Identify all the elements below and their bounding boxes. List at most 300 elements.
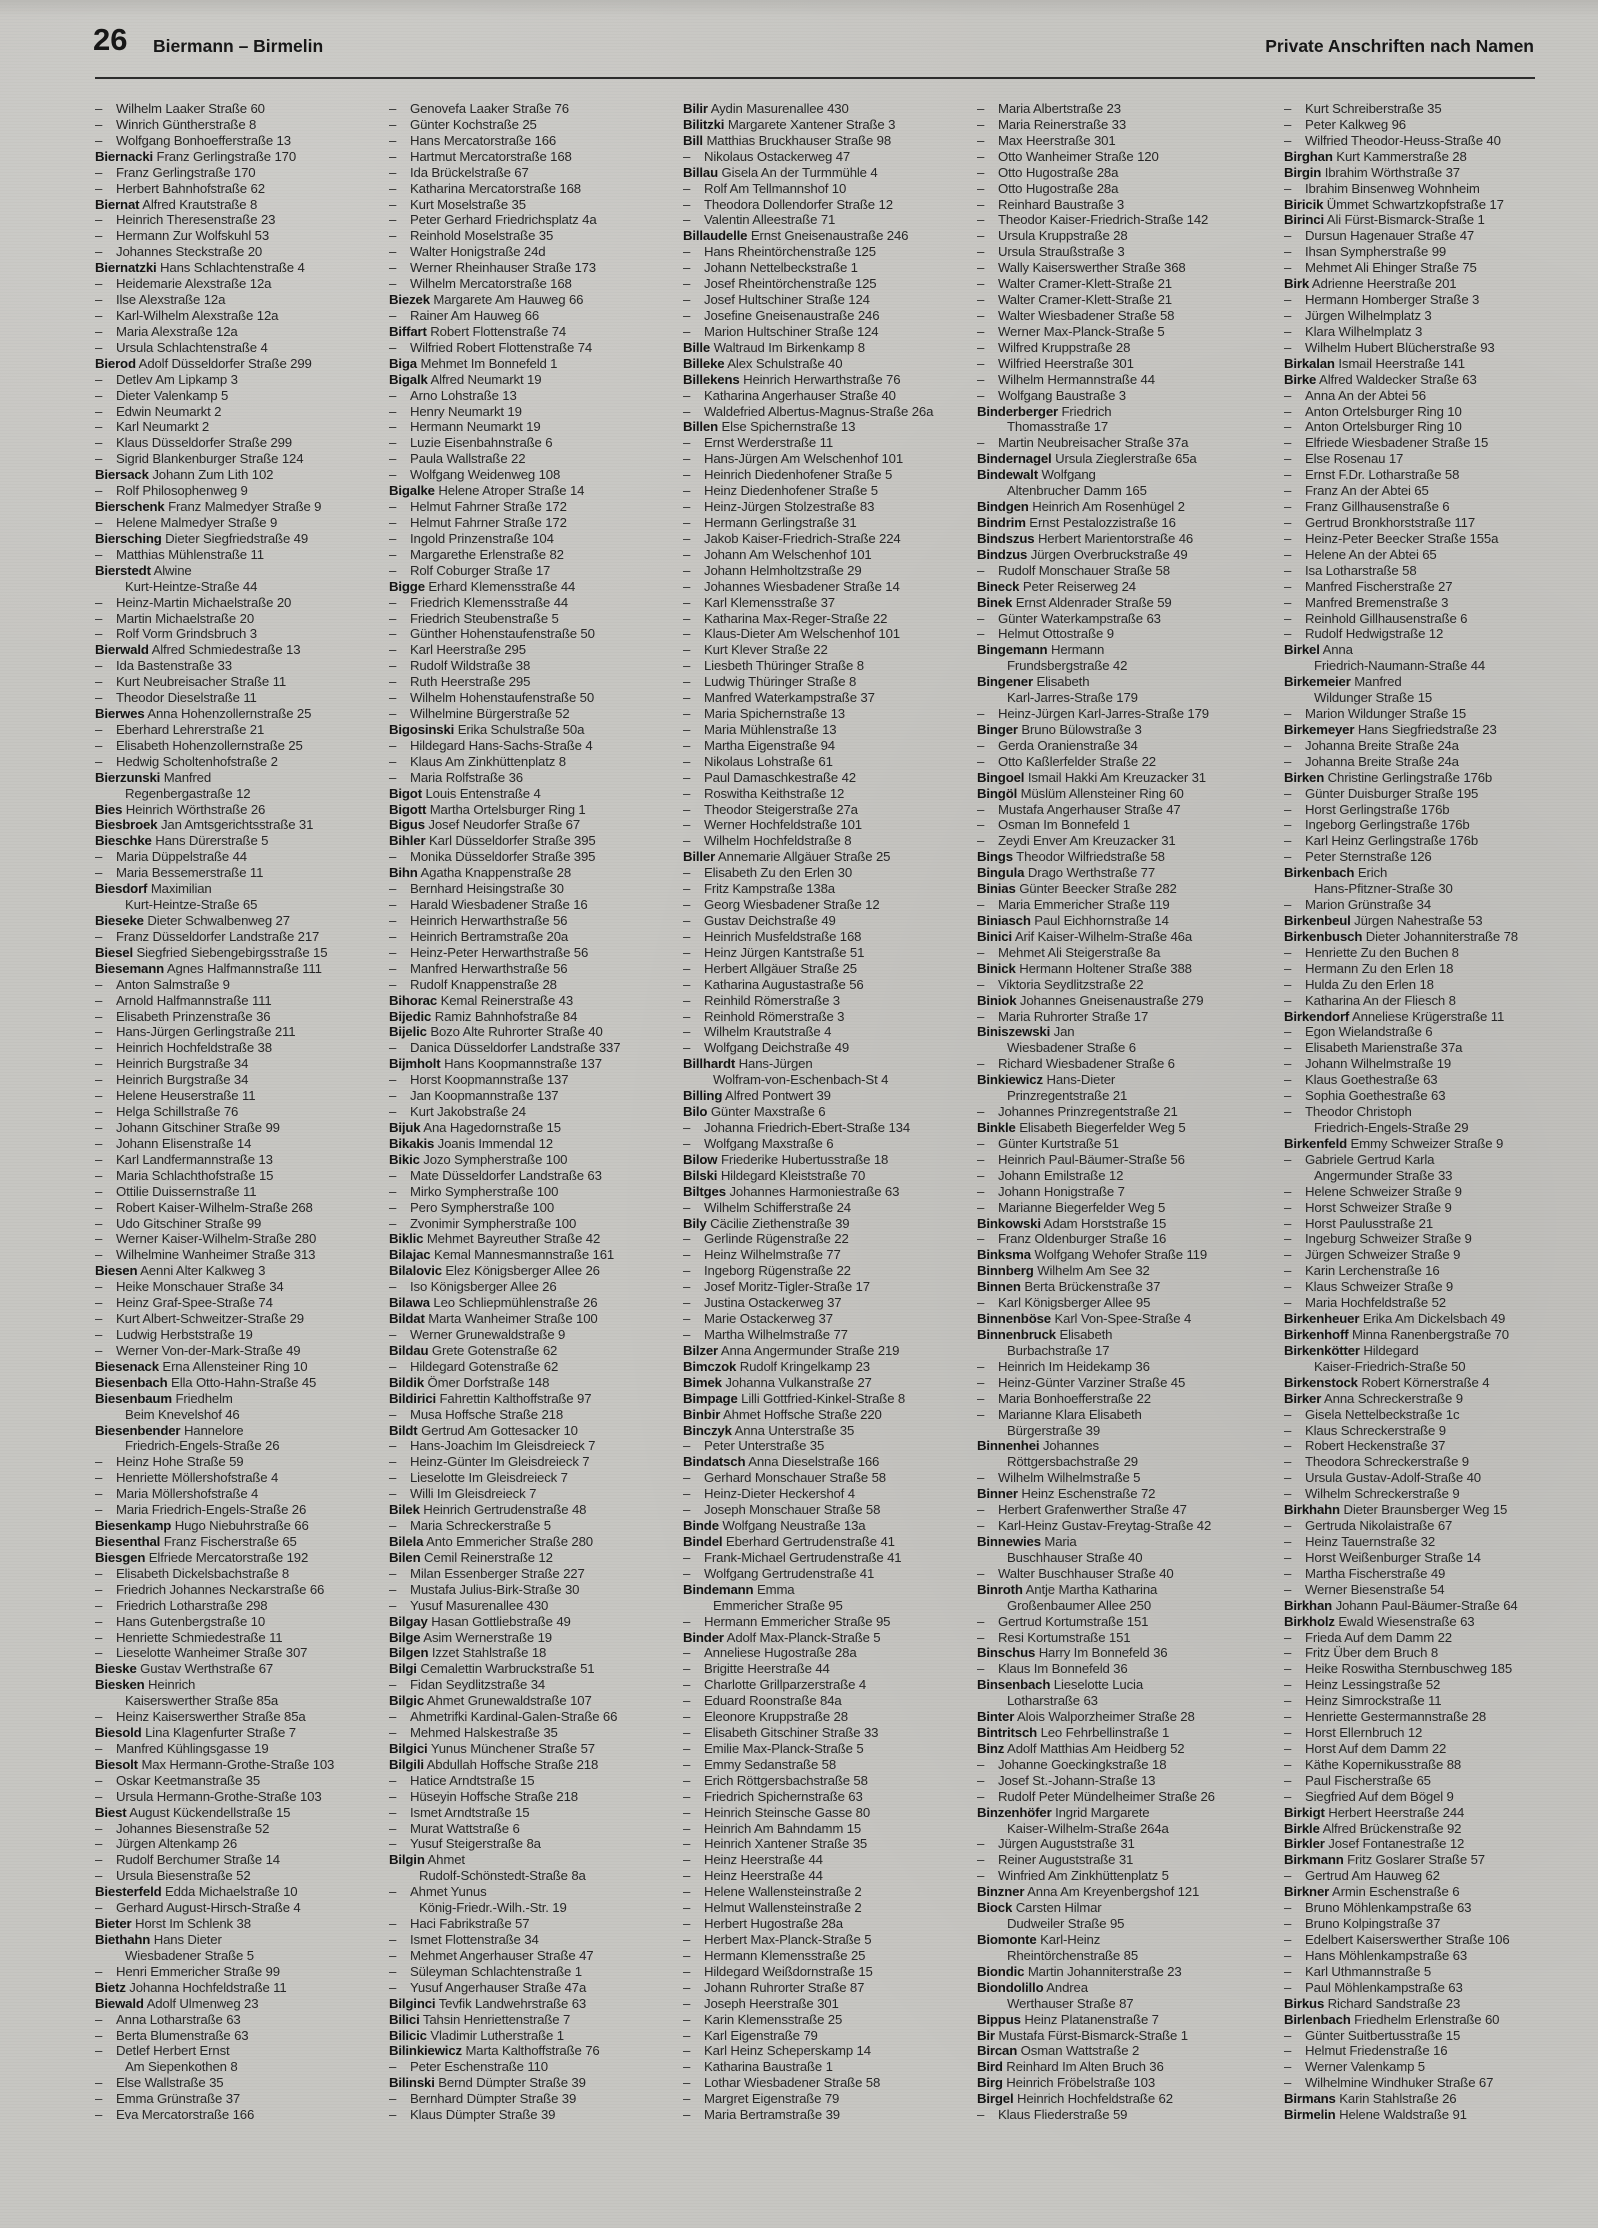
- address-text: Ingeburg Schweizer Straße 9: [1305, 1231, 1472, 1247]
- address-text: Hans-Jürgen Am Welschenhof 101: [704, 451, 904, 467]
- sub-entry-line: [95, 722, 387, 738]
- surname: Birkus: [1284, 1995, 1325, 2011]
- sub-entry-line: [1284, 1725, 1576, 1741]
- sub-entry-line: [683, 913, 975, 929]
- dash-marker: –: [95, 1645, 103, 1661]
- sub-entry-line: [389, 165, 681, 181]
- sub-entry-line: [95, 1852, 387, 1868]
- address-text: Rolf Philosophenweg 9: [116, 483, 248, 499]
- surname: Birkenbach: [1284, 865, 1355, 881]
- address-text: Christine Gerlingstraße 176b: [1327, 769, 1493, 785]
- dash-marker: –: [683, 1645, 691, 1661]
- dash-marker: –: [95, 546, 103, 562]
- dash-marker: –: [1284, 944, 1292, 960]
- sub-entry-line: [683, 1852, 975, 1868]
- address-text: Else Rosenau 17: [1305, 451, 1404, 467]
- address-text: Karl Uthmannstraße 5: [1305, 1963, 1431, 1979]
- sub-entry-line: [389, 1279, 681, 1295]
- address-text: Franz Oldenburger Straße 16: [998, 1231, 1167, 1247]
- sub-entry-line: [1284, 1486, 1576, 1502]
- sub-entry-line: [389, 658, 681, 674]
- address-text: Karin Lerchenstraße 16: [1305, 1263, 1440, 1279]
- address-text: Johann Helmholtzstraße 29: [704, 562, 862, 578]
- surname: Birke: [1284, 371, 1317, 387]
- address-text: Heinz-Günter Varziner Straße 45: [998, 1374, 1186, 1390]
- sub-entry-line: [977, 340, 1269, 356]
- address-text: Max Hermann-Grothe-Straße 103: [141, 1756, 335, 1772]
- dash-marker: –: [95, 101, 103, 116]
- address-text: Roswitha Keithstraße 12: [704, 785, 845, 801]
- sub-entry-line: [95, 977, 387, 993]
- sub-entry-line: [95, 1168, 387, 1184]
- address-text: Werner Von-der-Mark-Straße 49: [116, 1342, 301, 1358]
- entry-line: [389, 2012, 681, 2028]
- address-text: Heinz Wilhelmstraße 77: [704, 1247, 841, 1263]
- dash-marker: –: [389, 1709, 397, 1725]
- address-text: Wilhelm Schreckerstraße 9: [1305, 1486, 1460, 1502]
- address-text: Gertrud Am Gottesacker 10: [421, 1422, 578, 1438]
- surname: Bilzer: [683, 1342, 719, 1358]
- entry-line: [1284, 1311, 1576, 1327]
- address-text: Eduard Roonstraße 84a: [704, 1693, 842, 1709]
- address-text: Klaus Dümpter Straße 39: [410, 2107, 556, 2123]
- surname: Bilgic: [389, 1693, 425, 1709]
- address-text: Heidemarie Alexstraße 12a: [116, 276, 272, 292]
- address-text: Johannes Harmoniestraße 63: [729, 1183, 900, 1199]
- dash-marker: –: [1284, 817, 1292, 833]
- sub-entry-line: [1284, 1216, 1576, 1232]
- address-text: Karin Klemensstraße 25: [704, 2011, 843, 2027]
- dash-marker: –: [977, 1518, 985, 1534]
- address-text: Joseph Heerstraße 301: [704, 1995, 839, 2011]
- dash-marker: –: [977, 944, 985, 960]
- address-text: Katharina Max-Reger-Straße 22: [704, 610, 888, 626]
- address-text: Ihsan Sympherstraße 99: [1305, 244, 1447, 260]
- address-text: Agnes Halfmannstraße 111: [166, 960, 322, 976]
- address-text: Anna Angermunder Straße 219: [720, 1342, 900, 1358]
- dash-marker: –: [389, 1470, 397, 1486]
- dash-marker: –: [977, 1788, 985, 1804]
- address-text: Gertrud Bronkhorststraße 117: [1305, 514, 1475, 530]
- dash-marker: –: [683, 1772, 691, 1788]
- address-text: Edwin Neumarkt 2: [116, 403, 222, 419]
- surname: Bilgin: [389, 1852, 425, 1868]
- dash-marker: –: [1284, 1581, 1292, 1597]
- surname: Bingula: [977, 865, 1025, 881]
- entry-line: [95, 499, 387, 515]
- address-text: Theodor Steigerstraße 27a: [704, 801, 858, 817]
- dash-marker: –: [683, 1725, 691, 1741]
- address-text: Jan: [1053, 1024, 1075, 1040]
- sub-entry-line: [1284, 388, 1576, 404]
- address-text: Helene Wallensteinstraße 2: [704, 1884, 862, 1900]
- dash-marker: –: [389, 132, 397, 148]
- sub-entry-line: [389, 674, 681, 690]
- address-text: Antje Martha Katharina: [1025, 1581, 1158, 1597]
- sub-entry-line: [977, 611, 1269, 627]
- address-text: Hans-Jürgen Gerlingstraße 211: [116, 1024, 296, 1040]
- entry-line: [95, 1980, 387, 1996]
- sub-entry-line: [683, 1805, 975, 1821]
- dash-marker: –: [1284, 1661, 1292, 1677]
- continuation-line: [977, 1040, 1269, 1056]
- entry-line: [389, 1423, 681, 1439]
- address-text: Martin Neubreisacher Straße 37a: [998, 435, 1189, 451]
- address-text: Hasan Gottliebstraße 49: [431, 1613, 571, 1629]
- address-text: Horst Koopmannstraße 137: [410, 1072, 569, 1088]
- sub-entry-line: [389, 340, 681, 356]
- dash-marker: –: [389, 307, 397, 323]
- surname: Binick: [977, 960, 1016, 976]
- dash-marker: –: [389, 562, 397, 578]
- dash-marker: –: [95, 1151, 103, 1167]
- address-text: Johannes Biesenstraße 52: [116, 1820, 270, 1836]
- dash-marker: –: [977, 1836, 985, 1852]
- address-text: Buschhauser Straße 40: [1007, 1549, 1143, 1565]
- address-text: Murat Wattstraße 6: [410, 1820, 520, 1836]
- address-text: Theodor Kaiser-Friedrich-Straße 142: [998, 212, 1209, 228]
- sub-entry-line: [1284, 993, 1576, 1009]
- dash-marker: –: [1284, 1422, 1292, 1438]
- dash-marker: –: [683, 1231, 691, 1247]
- address-text: Heinrich: [148, 1677, 196, 1693]
- address-text: Horst Weißenburger Straße 14: [1305, 1549, 1481, 1565]
- surname: Bilicic: [389, 2027, 427, 2043]
- entry-line: [977, 467, 1269, 483]
- address-text: Werner Biesenstraße 54: [1305, 1581, 1445, 1597]
- entry-line: [977, 2043, 1269, 2059]
- dash-marker: –: [389, 435, 397, 451]
- surname: Binderberger: [977, 403, 1059, 419]
- sub-entry-line: [683, 1868, 975, 1884]
- dash-marker: –: [95, 1342, 103, 1358]
- dash-marker: –: [683, 865, 691, 881]
- address-text: Jürgen Altenkamp 26: [116, 1836, 238, 1852]
- surname: Biesken: [95, 1677, 145, 1693]
- address-text: Marie Ostackerweg 37: [704, 1311, 833, 1327]
- address-text: Ahmet: [427, 1852, 465, 1868]
- address-text: Jürgen Nahestraße 53: [1354, 913, 1483, 929]
- surname: Bir: [977, 2027, 995, 2043]
- surname: Bilinkiewicz: [389, 2043, 462, 2059]
- sub-entry-line: [683, 404, 975, 420]
- address-text: Erika Am Dickelsbach 49: [1362, 1311, 1506, 1327]
- dash-marker: –: [95, 1820, 103, 1836]
- dash-marker: –: [977, 1008, 985, 1024]
- address-text: Hatice Arndtstraße 15: [410, 1772, 535, 1788]
- dash-marker: –: [389, 674, 397, 690]
- address-text: Peter Eschenstraße 110: [410, 2059, 548, 2075]
- entry-line: [389, 722, 681, 738]
- dash-marker: –: [683, 2059, 691, 2075]
- address-text: Johann Ruhrorter Straße 87: [704, 1979, 865, 1995]
- entry-line: [683, 1423, 975, 1439]
- dash-marker: –: [1284, 1740, 1292, 1756]
- entry-line: [389, 1231, 681, 1247]
- surname: Bineck: [977, 578, 1020, 594]
- address-text: Ursula Kruppstraße 28: [998, 228, 1128, 244]
- address-text: Luzie Eisenbahnstraße 6: [410, 435, 553, 451]
- address-text: Jürgen Schweizer Straße 9: [1305, 1247, 1461, 1263]
- sub-entry-line: [389, 1980, 681, 1996]
- sub-entry-line: [683, 690, 975, 706]
- address-text: Helene Waldstraße 91: [1339, 2107, 1467, 2123]
- dash-marker: –: [683, 1932, 691, 1948]
- sub-entry-line: [977, 276, 1269, 292]
- address-text: Anna Unterstraße 35: [734, 1422, 855, 1438]
- address-text: Marianne Klara Elisabeth: [998, 1406, 1142, 1422]
- address-text: Elisabeth Dickelsbachstraße 8: [116, 1565, 290, 1581]
- sub-entry-line: [1284, 451, 1576, 467]
- sub-entry-line: [95, 547, 387, 563]
- dash-marker: –: [95, 1104, 103, 1120]
- dash-marker: –: [1284, 1979, 1292, 1995]
- sub-entry-line: [977, 1009, 1269, 1025]
- dash-marker: –: [683, 562, 691, 578]
- surname: Biernat: [95, 196, 140, 212]
- dash-marker: –: [1284, 1040, 1292, 1056]
- continuation-line: [977, 1343, 1269, 1359]
- address-text: Elisabeth: [1036, 674, 1090, 690]
- surname: Biest: [95, 1804, 127, 1820]
- continuation-line: [95, 1438, 387, 1454]
- entry-line: [977, 1279, 1269, 1295]
- sub-entry-line: [1284, 1279, 1576, 1295]
- surname: Biesemann: [95, 960, 165, 976]
- address-text: Yusuf Angerhauser Straße 47a: [410, 1979, 587, 1995]
- address-text: Maria Düppelstraße 44: [116, 849, 247, 865]
- address-text: Fritz Goslarer Straße 57: [1347, 1852, 1485, 1868]
- surname: Binnenböse: [977, 1311, 1051, 1327]
- entry-line: [389, 1391, 681, 1407]
- address-text: Heinrich Burgstraße 34: [116, 1072, 249, 1088]
- surname: Binbir: [683, 1406, 721, 1422]
- address-text: Rudolf Knappenstraße 28: [410, 976, 557, 992]
- address-text: Jürgen Auguststraße 31: [998, 1836, 1135, 1852]
- dash-marker: –: [389, 913, 397, 929]
- dash-marker: –: [1284, 180, 1292, 196]
- address-text: Dieter Braunsberger Weg 15: [1343, 1502, 1508, 1518]
- sub-entry-line: [683, 1693, 975, 1709]
- address-text: Wilhelm Hermannstraße 44: [998, 371, 1155, 387]
- surname: Binias: [977, 881, 1016, 897]
- address-text: Wilhelm Krautstraße 4: [704, 1024, 832, 1040]
- dash-marker: –: [389, 1279, 397, 1295]
- address-text: Am Siepenkothen 8: [125, 2059, 238, 2075]
- surname: Binnenhei: [977, 1438, 1040, 1454]
- entry-line: [977, 1327, 1269, 1343]
- surname: Birkigt: [1284, 1804, 1325, 1820]
- sub-entry-line: [977, 197, 1269, 213]
- address-text: Rainer Am Hauweg 66: [410, 307, 540, 323]
- address-text: Else Wallstraße 35: [116, 2075, 224, 2091]
- sub-entry-line: [389, 1454, 681, 1470]
- surname: Bildat: [389, 1311, 425, 1327]
- address-text: Werner Hochfeldstraße 101: [704, 817, 862, 833]
- dash-marker: –: [389, 626, 397, 642]
- surname: Birinci: [1284, 212, 1324, 228]
- sub-entry-line: [683, 451, 975, 467]
- address-text: Zvonimir Sympherstraße 100: [410, 1215, 577, 1231]
- address-text: Hugo Niebuhrstraße 66: [174, 1518, 309, 1534]
- entry-line: [1284, 2107, 1576, 2123]
- surname: Bilski: [683, 1167, 718, 1183]
- dash-marker: –: [1284, 1868, 1292, 1884]
- entry-line: [977, 1024, 1269, 1040]
- sub-entry-line: [389, 117, 681, 133]
- dash-marker: –: [683, 1199, 691, 1215]
- sub-entry-line: [977, 1295, 1269, 1311]
- address-text: Margarete Xantener Straße 3: [727, 116, 896, 132]
- sub-entry-line: [95, 1900, 387, 1916]
- dash-marker: –: [389, 928, 397, 944]
- dash-marker: –: [1284, 1772, 1292, 1788]
- address-text: Johann Elisenstraße 14: [116, 1135, 252, 1151]
- sub-entry-line: [389, 642, 681, 658]
- entry-line: [389, 1661, 681, 1677]
- sub-entry-line: [95, 1327, 387, 1343]
- sub-entry-line: [977, 133, 1269, 149]
- surname: Birkalan: [1284, 355, 1335, 371]
- entry-line: [95, 1423, 387, 1439]
- dash-marker: –: [1284, 499, 1292, 515]
- entry-line: [683, 1168, 975, 1184]
- sub-entry-line: [683, 1486, 975, 1502]
- dash-marker: –: [1284, 849, 1292, 865]
- surname: Bierzunski: [95, 769, 161, 785]
- address-text: Wilhelm Wilhelmstraße 5: [998, 1470, 1141, 1486]
- surname: Bilgili: [389, 1756, 424, 1772]
- entry-line: [1284, 356, 1576, 372]
- address-text: Herbert Marientorstraße 46: [1037, 530, 1194, 546]
- entry-line: [389, 1996, 681, 2012]
- sub-entry-line: [977, 1168, 1269, 1184]
- entry-line: [95, 802, 387, 818]
- sub-entry-line: [1284, 467, 1576, 483]
- address-text: Paul Fischerstraße 65: [1305, 1772, 1431, 1788]
- dash-marker: –: [977, 1661, 985, 1677]
- entry-line: [95, 1359, 387, 1375]
- continuation-line: [389, 1900, 681, 1916]
- address-text: Gerlinde Rügenstraße 22: [704, 1231, 849, 1247]
- sub-entry-line: [977, 292, 1269, 308]
- dash-marker: –: [389, 403, 397, 419]
- sub-entry-line: [95, 2012, 387, 2028]
- dash-marker: –: [683, 1661, 691, 1677]
- entry-line: [683, 1454, 975, 1470]
- dash-marker: –: [977, 897, 985, 913]
- entry-line: [389, 2028, 681, 2044]
- dash-marker: –: [683, 674, 691, 690]
- address-text: Anneliese Krügerstraße 11: [1351, 1008, 1505, 1024]
- dash-marker: –: [389, 1932, 397, 1948]
- entry-line: [95, 642, 387, 658]
- sub-entry-line: [95, 1486, 387, 1502]
- surname: Binkle: [977, 1120, 1016, 1135]
- dash-marker: –: [95, 1008, 103, 1024]
- dash-marker: –: [683, 467, 691, 483]
- sub-entry-line: [1284, 1423, 1576, 1439]
- entry-line: [977, 786, 1269, 802]
- address-text: Ramiz Bahnhofstraße 84: [434, 1008, 578, 1024]
- address-text: Heinrich Diedenhofener Straße 5: [704, 467, 893, 483]
- dash-marker: –: [95, 1852, 103, 1868]
- address-text: Cäcilie Ziethenstraße 39: [710, 1215, 850, 1231]
- dash-marker: –: [95, 1167, 103, 1183]
- entry-line: [977, 1534, 1269, 1550]
- entry-line: [1284, 642, 1576, 658]
- address-text: Elisabeth: [1059, 1326, 1113, 1342]
- address-text: Johannes Prinzregentstraße 21: [998, 1104, 1178, 1120]
- dash-marker: –: [1284, 514, 1292, 530]
- address-text: Fahrettin Kalthoffstraße 97: [439, 1390, 592, 1406]
- address-text: Elisabeth Biegerfelder Weg 5: [1019, 1120, 1186, 1135]
- sub-entry-line: [389, 149, 681, 165]
- address-text: Mustafa Angerhauser Straße 47: [998, 801, 1181, 817]
- dash-marker: –: [683, 1486, 691, 1502]
- dash-marker: –: [1284, 706, 1292, 722]
- dash-marker: –: [389, 1406, 397, 1422]
- surname: Bird: [977, 2059, 1003, 2075]
- sub-entry-line: [389, 1932, 681, 1948]
- sub-entry-line: [977, 1852, 1269, 1868]
- sub-entry-line: [683, 626, 975, 642]
- address-text: Ernst Pestalozzistraße 16: [1029, 514, 1176, 530]
- dash-marker: –: [1284, 992, 1292, 1008]
- sub-entry-line: [1284, 1916, 1576, 1932]
- dash-marker: –: [1284, 960, 1292, 976]
- sub-entry-line: [683, 2043, 975, 2059]
- address-text: Hermann Holtener Straße 388: [1019, 960, 1192, 976]
- address-text: Eva Mercatorstraße 166: [116, 2107, 255, 2123]
- sub-entry-line: [389, 961, 681, 977]
- address-text: Elisabeth Hohenzollernstraße 25: [116, 737, 303, 753]
- continuation-line: [977, 690, 1269, 706]
- dash-marker: –: [977, 1629, 985, 1645]
- sub-entry-line: [95, 1773, 387, 1789]
- entry-line: [95, 1932, 387, 1948]
- continuation-line: [977, 1423, 1269, 1439]
- sub-entry-line: [95, 1343, 387, 1359]
- sub-entry-line: [95, 1024, 387, 1040]
- dash-marker: –: [977, 1151, 985, 1167]
- surname: Birk: [1284, 276, 1310, 292]
- surname: Binek: [977, 594, 1013, 610]
- sub-entry-line: [683, 738, 975, 754]
- entry-line: [977, 1072, 1269, 1088]
- entry-line: [95, 1884, 387, 1900]
- sub-entry-line: [683, 499, 975, 515]
- surname: Bigalke: [389, 483, 435, 499]
- surname: Biesold: [95, 1725, 142, 1741]
- sub-entry-line: [95, 1295, 387, 1311]
- dash-marker: –: [683, 753, 691, 769]
- address-text: Winfried Am Zinkhüttenplatz 5: [998, 1868, 1169, 1884]
- dash-marker: –: [683, 690, 691, 706]
- address-text: Klaus Fliederstraße 59: [998, 2107, 1128, 2123]
- address-text: Carsten Hilmar: [1015, 1900, 1102, 1916]
- entry-line: [389, 1024, 681, 1040]
- sub-entry-line: [977, 212, 1269, 228]
- dash-marker: –: [683, 769, 691, 785]
- continuation-line: [977, 483, 1269, 499]
- address-text: Erich Röttgersbachstraße 58: [704, 1772, 868, 1788]
- address-text: Elisabeth Marienstraße 37a: [1305, 1040, 1463, 1056]
- address-text: Heinz Platanenstraße 7: [1024, 2011, 1159, 2027]
- continuation-line: [977, 1454, 1269, 1470]
- dash-marker: –: [389, 1565, 397, 1581]
- dash-marker: –: [1284, 1709, 1292, 1725]
